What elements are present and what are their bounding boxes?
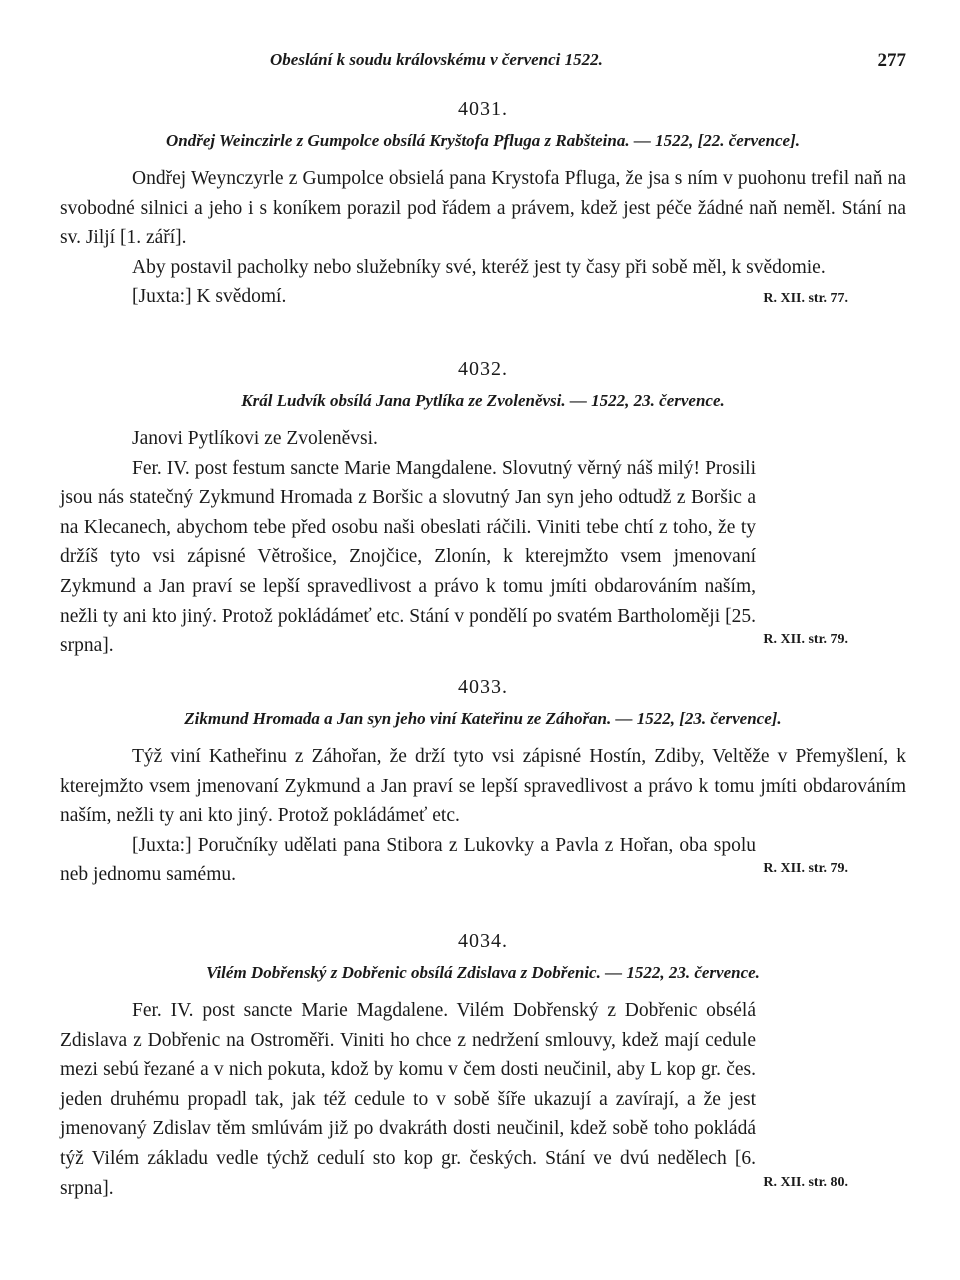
entry-heading: Vilém Dobřenský z Dobřenic obsílá Zdislava z Dobřenic. — 1522, 23. července. xyxy=(206,963,760,982)
entry-last-line xyxy=(60,282,906,314)
source-reference: R. XII. str. 79. xyxy=(763,632,848,648)
entry-4031 xyxy=(60,96,906,314)
entry-text: Ondřej Weynczyrle z Gumpolce obsielá pana Krystofa Pfluga, že jsa s ním v puohonu trefil naň na svobodné silnici a jeho i s koníkem porazil pod řádem a právem, kdež jest péče žádné naň neměl. Stání na sv. Jiljí [1. září]. xyxy=(60,168,906,249)
page xyxy=(60,0,906,1280)
source-reference: R. XII. str. 79. xyxy=(763,861,848,877)
entry-text: Aby postavil pacholky nebo služebníky své, kteréž jest ty časy při sobě měl, k svědomie. xyxy=(132,256,826,278)
entry-text: Týž viní Katheřinu z Záhořan, že drží tyto vsi zápisné Hostín, Zdiby, Veltěže v Přemyšlení, k kterejmžto vsem jmenovaní Zykmund a Jan praví se lepší spravedlivost a právo k tomu jmíti obdarováním naším, nežli ty ani kto jiný. Protož pokládámeť etc. xyxy=(60,746,906,827)
entry-4034 xyxy=(60,928,906,1203)
running-head xyxy=(60,50,906,74)
entry-4032 xyxy=(60,356,906,661)
entry-number: 4031. xyxy=(458,98,508,120)
juxta-text: [Juxta:] K svědomí. xyxy=(132,286,287,308)
entry-4033 xyxy=(60,674,906,890)
entry-text: Fer. IV. post festum sancte Marie Mangdalene. Slovutný věrný náš milý! Prosili jsou nás statečný Zykmund Hromada z Boršic a slovutný Jan syn jeho odtudž z Boršic a na Klecanech, abychom tebe před osobu naši obeslati ráčili. Viniti tebe chtí z toho, že ty držíš tyto vsi zápisné Větrošice, Znojčice, Zlonín, k kterejmžto vsem jmenovaní Zykmund a Jan praví se lepší spravedlivost a právo k tomu jmíti obdarováním naším, nežli ty ani kto jiný. Protož pokládámeť etc. Stání v pondělí po svatém Bartholoměji [25. srpna]. xyxy=(60,457,756,657)
addressee: Janovi Pytlíkovi ze Zvoleněvsi. xyxy=(132,428,378,449)
source-reference: R. XII. str. 77. xyxy=(763,291,848,307)
entry-number: 4032. xyxy=(458,358,508,380)
entry-number: 4033. xyxy=(458,676,508,698)
page-number: 277 xyxy=(877,50,906,71)
running-head-title: Obeslání k soudu královskému v červenci 1522. xyxy=(270,50,603,69)
entry-number: 4034. xyxy=(458,930,508,952)
entry-heading: Zikmund Hromada a Jan syn jeho viní Kateřinu ze Záhořan. — 1522, [23. července]. xyxy=(184,709,782,728)
entry-heading: Král Ludvík obsílá Jana Pytlíka ze Zvoleněvsi. — 1522, 23. července. xyxy=(241,391,725,410)
entry-text: Fer. IV. post sancte Marie Magdalene. Vilém Dobřenský z Dobřenic obsélá Zdislava z Dobřenic na Ostroměři. Viniti ho chce z nedržení smlouvy, kdež mají cedule mezi sebú řezané a v nich pokuta, kdož by komu v čem dosti neučinil, aby L kop gr. čes. jeden druhému propadl tak, jak též cedule to v sobě šíře ukazují a zavírají, a že jest jmenovaný Zdislav těm smlúvám již po dvakráth dosti neučinil, kdež sobě toho pokládá týž Vilém základu vedle týchž cedulí sto kop gr. českých. Stání ve dvú nedělech [6. srpna]. xyxy=(60,1000,756,1199)
juxta-text: [Juxta:] Poručníky udělati pana Stibora z Lukovky a Pavla z Hořan, oba spolu neb jednomu samému. xyxy=(60,834,756,886)
source-reference: R. XII. str. 80. xyxy=(763,1174,848,1190)
entry-heading: Ondřej Weinczirle z Gumpolce obsílá Kryštofa Pfluga z Rabšteina. — 1522, [22. července]. xyxy=(165,131,800,150)
